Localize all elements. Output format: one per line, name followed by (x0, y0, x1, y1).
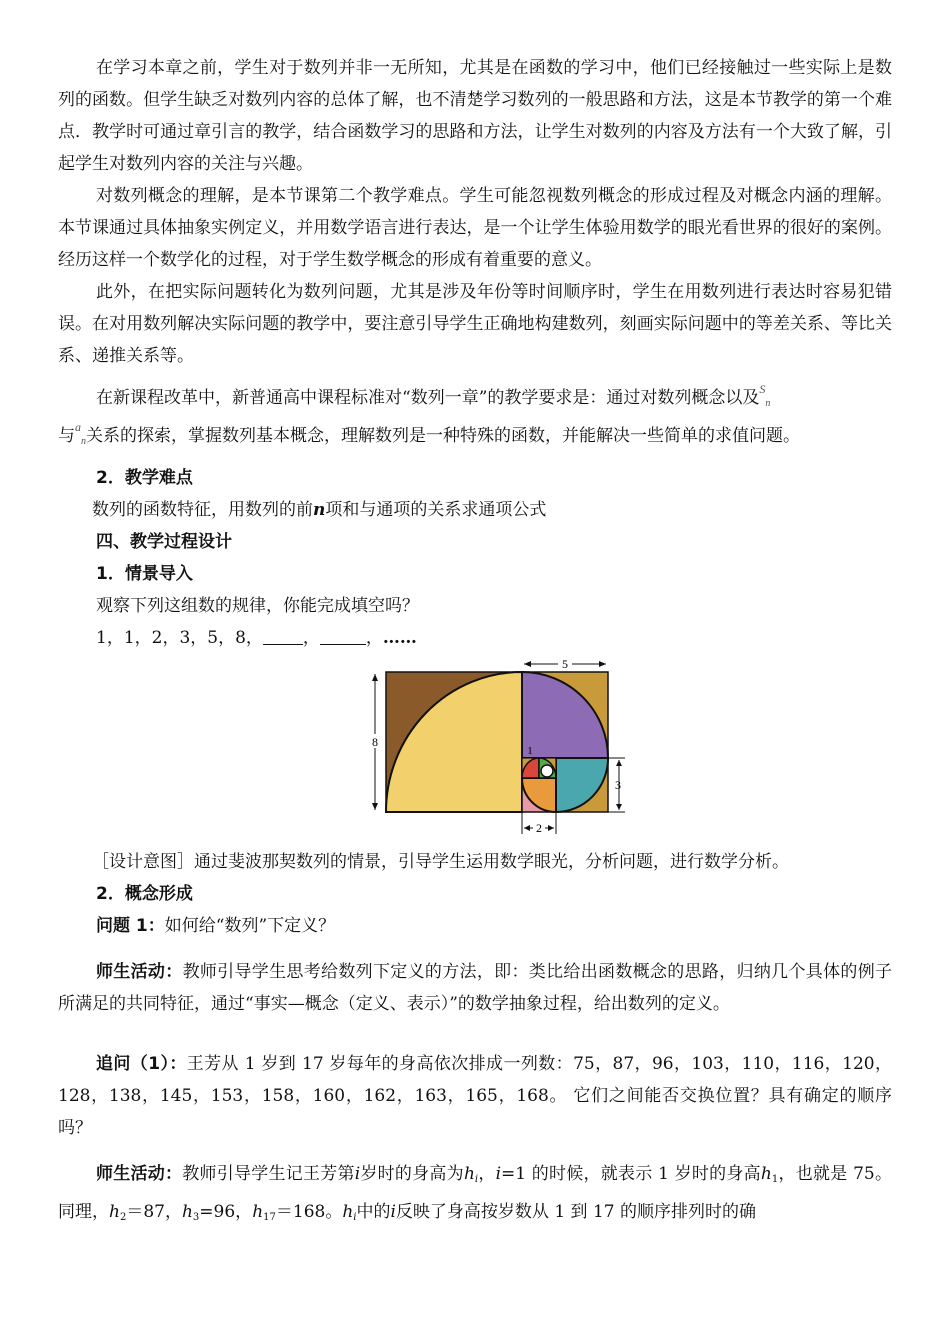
spiral-center (541, 765, 553, 777)
var-h-i-2: h (342, 1202, 354, 1222)
design-intent (58, 846, 892, 878)
follow-up-label: 追问（1）： (96, 1054, 187, 1074)
dim-arrow-8a (372, 674, 378, 681)
label-8: 8 (372, 735, 378, 749)
dim-arrow-5a (524, 661, 531, 667)
var-i-2: i (495, 1164, 502, 1184)
activity-1-label: 师生活动： (96, 962, 183, 982)
activity-2-text-4: =1 的时候，就表示 1 岁时的身高 (501, 1164, 761, 1184)
symbol-a-n (75, 420, 86, 447)
heading-concept-formation: 2．概念形成 (96, 884, 193, 904)
activity-2-text-10: 反映了身高按岁数从 1 到 17 的顺序排列时的确 (395, 1202, 756, 1222)
var-h-2-sub: 2 (119, 1212, 127, 1223)
difficulty-text-b: 项和与通项的关系求通项公式 (325, 500, 547, 520)
activity-2-text-8: ＝168。 (275, 1202, 343, 1222)
heading-teaching-difficulty: 2．教学难点 (96, 468, 193, 488)
sequence-sep-2: ， (365, 628, 383, 648)
var-h-1-sub: 1 (771, 1174, 779, 1185)
curriculum-text-a: 在新课程改革中，新普通高中课程标准对“数列一章”的教学要求是：通过对数列概念以及 (96, 388, 760, 408)
dim-arrow-5b (599, 661, 606, 667)
fibonacci-sequence (58, 622, 892, 654)
sequence-ellipsis: …… (382, 628, 417, 648)
sequence-sep-1: ， (302, 628, 320, 648)
activity-2-text-3: ， (478, 1164, 496, 1184)
var-h-17-sub: 17 (263, 1212, 276, 1223)
intro-question: 观察下列这组数的规律，你能完成填空吗？ (96, 596, 419, 616)
activity-2-text-2: 岁时的身高为 (360, 1164, 464, 1184)
var-h-17: h (252, 1202, 264, 1222)
difficulty-text-a: 数列的函数特征，用数列的前 (92, 500, 313, 520)
symbol-s-sub: n (765, 398, 771, 409)
difficulty-text (58, 494, 892, 526)
symbol-a: a (75, 420, 81, 434)
teacher-student-activity-2 (58, 1158, 892, 1234)
fibonacci-spiral-figure (58, 654, 892, 844)
design-intent-label: ［设计意图］ (92, 852, 194, 872)
dim-arrow-8b (372, 803, 378, 810)
symbol-s: S (759, 382, 766, 396)
var-h-2: h (109, 1202, 120, 1222)
activity-2-text-5: ，也就是 75。同理， (58, 1164, 892, 1222)
symbol-s-n (759, 382, 771, 409)
curriculum-text-c: 关系的探索，掌握数列基本概念，理解数列是一种特殊的函数，并能解决一些简单的求值问题。 (86, 426, 800, 446)
dim-arrow-2b (548, 825, 554, 831)
activity-2-text-1: 教师引导学生记王芳第 (182, 1164, 355, 1184)
label-1: 1 (527, 745, 533, 757)
spacer (58, 1020, 892, 1034)
dim-arrow-3a (616, 760, 622, 766)
var-i-3: i (390, 1202, 396, 1222)
label-2: 2 (536, 821, 542, 835)
var-i-1: i (354, 1164, 361, 1184)
dim-arrow-2a (524, 825, 530, 831)
design-intent-text: 通过斐波那契数列的情景，引导学生运用数学眼光，分析问题，进行数学分析。 (194, 852, 789, 872)
var-h-i: h (463, 1164, 475, 1184)
heading-scenario-intro: 1．情景导入 (96, 564, 193, 584)
var-h-i-sub: i (474, 1174, 479, 1185)
question-1 (58, 910, 892, 942)
teacher-student-activity-1 (58, 956, 892, 1020)
paragraph-difficulty-1: 在学习本章之前，学生对于数列并非一无所知，尤其是在函数的学习中，他们已经接触过一些实际上是数列的函数。但学生缺乏对数列内容的总体了解，也不清楚学习数列的一般思路和方法，这是本节教学的第一个难点．教学时可通过章引言的教学，结合函数学习的思路和方法，让学生对数列的内容及方法有一个大致了解，引起学生对数列内容的关注与兴趣。 (58, 58, 892, 174)
symbol-a-sub: n (81, 436, 86, 447)
golden-spiral-diagram (367, 656, 677, 842)
follow-up-question-1 (58, 1048, 892, 1144)
label-5: 5 (562, 657, 568, 671)
activity-2-label: 师生活动： (96, 1164, 183, 1184)
var-h-i-2-sub: i (353, 1212, 357, 1223)
question-1-label: 问题 1： (96, 916, 165, 936)
paragraph-difficulty-3: 此外，在把实际问题转化为数列问题，尤其是涉及年份等时间顺序时，学生在用数列进行表达时容易犯错误。在对用数列解决实际问题的教学中，要注意引导学生正确地构建数列，刻画实际问题中的等差关系、等比关系、递推关系等。 (58, 282, 892, 366)
activity-2-text-6: ＝87， (126, 1202, 182, 1222)
var-h-3-sub: 3 (192, 1212, 200, 1223)
paragraph-curriculum (58, 382, 892, 458)
var-h-1: h (760, 1164, 772, 1184)
activity-2-text-7: =96， (199, 1202, 253, 1222)
heading-process-design: 四、教学过程设计 (96, 532, 232, 552)
difficulty-n: n (313, 500, 326, 520)
follow-up-text: 王芳从 1 岁到 17 岁每年的身高依次排成一列数：75，87，96，103，110，116，120，128，138，145，153，158，160，162，163，165，168。 它们之间能否交换位置？具有确定的顺序吗？ (58, 1054, 892, 1138)
activity-1-text: 教师引导学生思考给数列下定义的方法，即：类比给出函数概念的思路，归纳几个具体的例子所满足的共同特征，通过“事实—概念（定义、表示）”的数学抽象过程，给出数列的定义。 (58, 962, 893, 1014)
label-3: 3 (615, 778, 621, 792)
blank-1[interactable] (263, 628, 303, 645)
curriculum-text-b: 与 (58, 426, 75, 446)
question-1-text: 如何给“数列”下定义？ (164, 916, 336, 936)
blank-2[interactable] (320, 628, 366, 645)
document-page (58, 52, 892, 1234)
activity-2-text-9: 中的 (356, 1202, 391, 1222)
paragraph-difficulty-2: 对数列概念的理解，是本节课第二个教学难点。学生可能忽视数列概念的形成过程及对概念内涵的理解。本节课通过具体抽象实例定义，并用数学语言进行表达，是一个让学生体验用数学的眼光看世界的很好的案例。经历这样一个数学化的过程，对于学生数学概念的形成有着重要的意义。 (58, 186, 892, 270)
var-h-3: h (181, 1202, 193, 1222)
dim-arrow-3b (616, 804, 622, 810)
sequence-values: 1，1，2，3，5，8， (96, 628, 263, 648)
